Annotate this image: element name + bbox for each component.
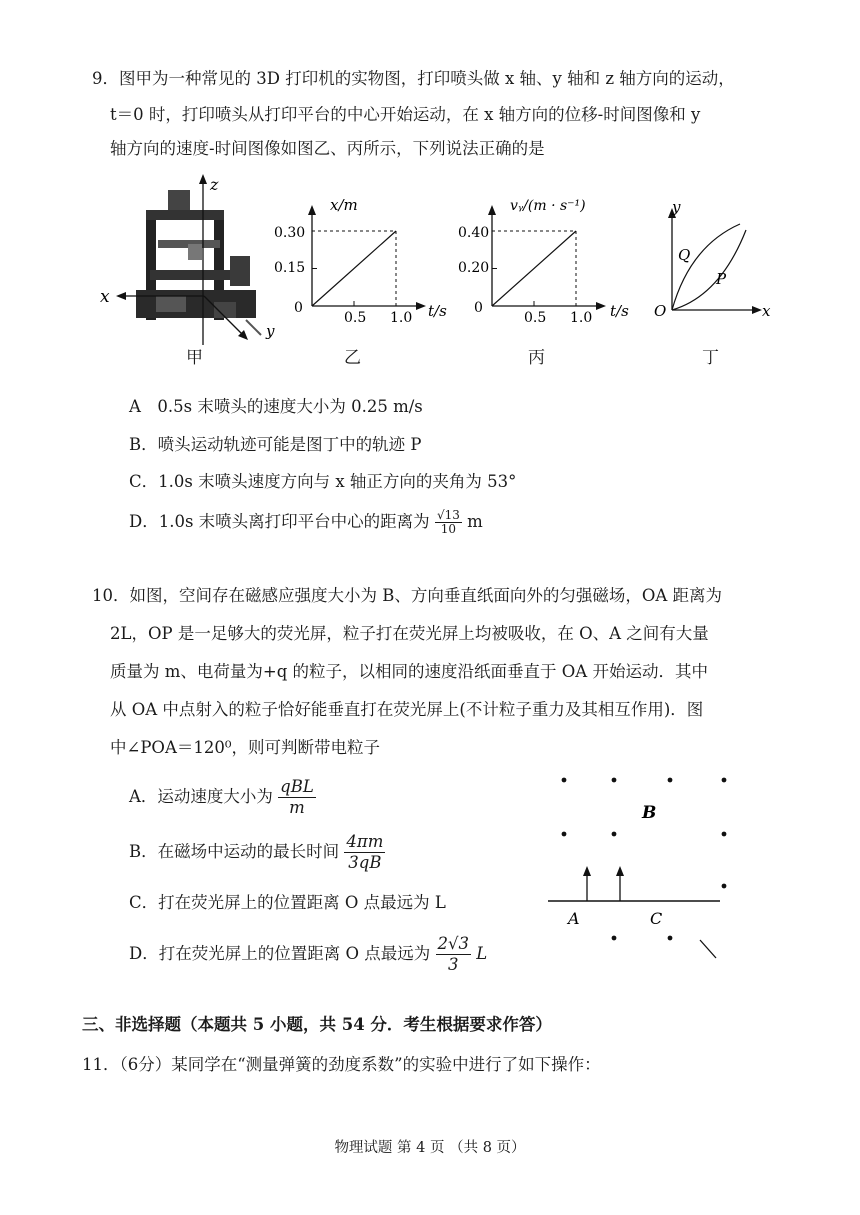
trajectory-q-label: Q bbox=[678, 246, 691, 264]
field-dot bbox=[562, 778, 567, 783]
figure-bing-chart bbox=[452, 188, 640, 336]
q10-option-a-text: A．运动速度大小为 bbox=[129, 787, 273, 806]
bing-y-tick-0: 0 bbox=[474, 300, 483, 316]
figure-ding-label: 丁 bbox=[702, 348, 719, 368]
q10-line4: 从 OA 中点射入的粒子恰好能垂直打在荧光屏上(不计粒子重力及其相互作用)．图 bbox=[110, 700, 704, 719]
q10-line3: 质量为 m、电荷量为+q 的粒子，以相同的速度沿纸面垂直于 OA 开始运动．其中 bbox=[110, 662, 708, 681]
q10-line1: 10．如图，空间存在磁感应强度大小为 B、方向垂直纸面向外的匀强磁场，OA 距离为 bbox=[92, 586, 723, 605]
q10-option-c: C．打在荧光屏上的位置距离 O 点最远为 L bbox=[129, 893, 446, 912]
yi-x-tick-10: 1.0 bbox=[390, 310, 413, 326]
trajectory-p-label: P bbox=[716, 270, 727, 288]
bing-y-tick-020: 0.20 bbox=[458, 260, 490, 276]
field-dot bbox=[722, 832, 727, 837]
q9-option-d-numerator: √13 bbox=[436, 508, 460, 522]
field-dot bbox=[612, 832, 617, 837]
q9-option-c: C．1.0s 末喷头速度方向与 x 轴正方向的夹角为 53° bbox=[129, 472, 517, 491]
screen-op-fragment bbox=[700, 940, 716, 958]
x-axis-arrow bbox=[116, 292, 126, 300]
q9-option-d-text: D．1.0s 末喷头离打印平台中心的距离为 bbox=[129, 512, 430, 531]
ding-y-label: y bbox=[672, 198, 681, 216]
field-dot bbox=[562, 832, 567, 837]
figure-yi-label: 乙 bbox=[344, 348, 361, 368]
q9-line1: 9．图甲为一种常见的 3D 打印机的实物图，打印喷头做 x 轴、y 轴和 z 轴方向的运动， bbox=[92, 69, 735, 88]
q10-option-b-denominator: 3qB bbox=[348, 853, 382, 872]
q10-option-b bbox=[129, 830, 385, 874]
ding-origin-label: O bbox=[654, 302, 667, 320]
q9-option-a: A 0.5s 末喷头的速度大小为 0.25 m/s bbox=[129, 397, 423, 416]
printer-photo bbox=[136, 190, 261, 335]
figure-jia-printer bbox=[96, 170, 286, 345]
field-dot bbox=[668, 936, 673, 941]
bing-data-line bbox=[492, 231, 576, 306]
q9-line3: 轴方向的速度-时间图像如图乙、丙所示，下列说法正确的是 bbox=[110, 139, 545, 158]
q9-option-d-fraction bbox=[435, 509, 462, 536]
q10-option-a-fraction bbox=[278, 777, 316, 818]
q9-line2: t＝0 时，打印喷头从打印平台的中心开始运动，在 x 轴方向的位移-时间图像和 y bbox=[110, 105, 701, 124]
figure-bing-label: 丙 bbox=[528, 348, 545, 368]
velocity-arrowhead-2 bbox=[616, 866, 624, 876]
point-c-label: C bbox=[650, 909, 663, 928]
bing-x-label: t/s bbox=[610, 302, 629, 320]
q10-option-b-numerator: 4πm bbox=[346, 832, 384, 851]
yi-data-line bbox=[312, 231, 396, 306]
q10-option-a bbox=[129, 775, 316, 819]
trajectory-p bbox=[672, 230, 746, 310]
q9-option-d-denominator: 10 bbox=[440, 522, 457, 536]
yi-x-axis-arrow bbox=[416, 302, 426, 310]
bing-y-label: vᵧ/(m · s⁻¹) bbox=[510, 198, 586, 214]
q10-option-d-text: D．打在荧光屏上的位置距离 O 点最远为 bbox=[129, 944, 431, 963]
bing-x-tick-05: 0.5 bbox=[524, 310, 547, 326]
figure-jia-label: 甲 bbox=[186, 348, 203, 368]
bing-y-axis-arrow bbox=[488, 205, 496, 215]
yi-y-axis-arrow bbox=[308, 205, 316, 215]
q10-line5: 中∠POA＝120⁰，则可判断带电粒子 bbox=[110, 738, 380, 757]
field-dot bbox=[668, 778, 673, 783]
q10-line2: 2L，OP 是一足够大的荧光屏，粒子打在荧光屏上均被吸收，在 O、A 之间有大量 bbox=[110, 624, 709, 643]
q9-option-d bbox=[129, 506, 483, 538]
yi-y-tick-030: 0.30 bbox=[274, 225, 306, 241]
z-axis-arrow bbox=[199, 174, 207, 184]
yi-y-tick-0: 0 bbox=[294, 300, 303, 316]
q10-option-d-denominator: 3 bbox=[448, 955, 459, 974]
yi-x-tick-05: 0.5 bbox=[344, 310, 367, 326]
point-a-label: A bbox=[568, 909, 580, 928]
bing-y-tick-040: 0.40 bbox=[458, 225, 490, 241]
section3-heading: 三、非选择题（本题共 5 小题，共 54 分．考生根据要求作答） bbox=[82, 1015, 552, 1034]
z-axis-label: z bbox=[210, 175, 219, 194]
yi-y-label: x/m bbox=[330, 196, 358, 214]
trajectory-q bbox=[672, 224, 740, 310]
field-b-label: B bbox=[642, 803, 657, 823]
bing-x-tick-10: 1.0 bbox=[570, 310, 593, 326]
yi-y-tick-015: 0.15 bbox=[274, 260, 306, 276]
q10-option-a-numerator: qBL bbox=[280, 777, 314, 796]
q10-option-d-suffix: L bbox=[476, 944, 488, 963]
q10-option-b-fraction bbox=[344, 832, 385, 873]
q10-magnetic-field-figure bbox=[540, 768, 760, 968]
q10-option-b-text: B．在磁场中运动的最长时间 bbox=[129, 842, 340, 861]
q9-option-d-unit: m bbox=[467, 512, 483, 531]
ding-x-axis-arrow bbox=[752, 306, 762, 314]
y-axis-label: y bbox=[266, 322, 275, 340]
velocity-arrowhead-1 bbox=[583, 866, 591, 876]
x-axis-label: x bbox=[100, 287, 110, 307]
yi-x-label: t/s bbox=[428, 302, 447, 320]
ding-x-label: x bbox=[762, 302, 771, 320]
q10-option-d-fraction bbox=[436, 934, 472, 975]
q10-option-a-denominator: m bbox=[289, 798, 305, 817]
page-footer: 物理试题 第 4 页 （共 8 页） bbox=[334, 1140, 526, 1156]
field-dot bbox=[722, 778, 727, 783]
q11-text: 11．（6分）某同学在“测量弹簧的劲度系数”的实验中进行了如下操作： bbox=[82, 1055, 601, 1074]
q9-option-b: B．喷头运动轨迹可能是图丁中的轨迹 P bbox=[129, 435, 422, 454]
field-dot bbox=[612, 936, 617, 941]
q10-option-d-numerator: 2√3 bbox=[437, 934, 470, 953]
figure-yi-chart bbox=[272, 188, 452, 336]
bing-x-axis-arrow bbox=[596, 302, 606, 310]
figure-ding-trajectories bbox=[650, 196, 780, 326]
field-dot bbox=[722, 884, 727, 889]
q10-option-d bbox=[129, 932, 487, 976]
field-dot bbox=[612, 778, 617, 783]
